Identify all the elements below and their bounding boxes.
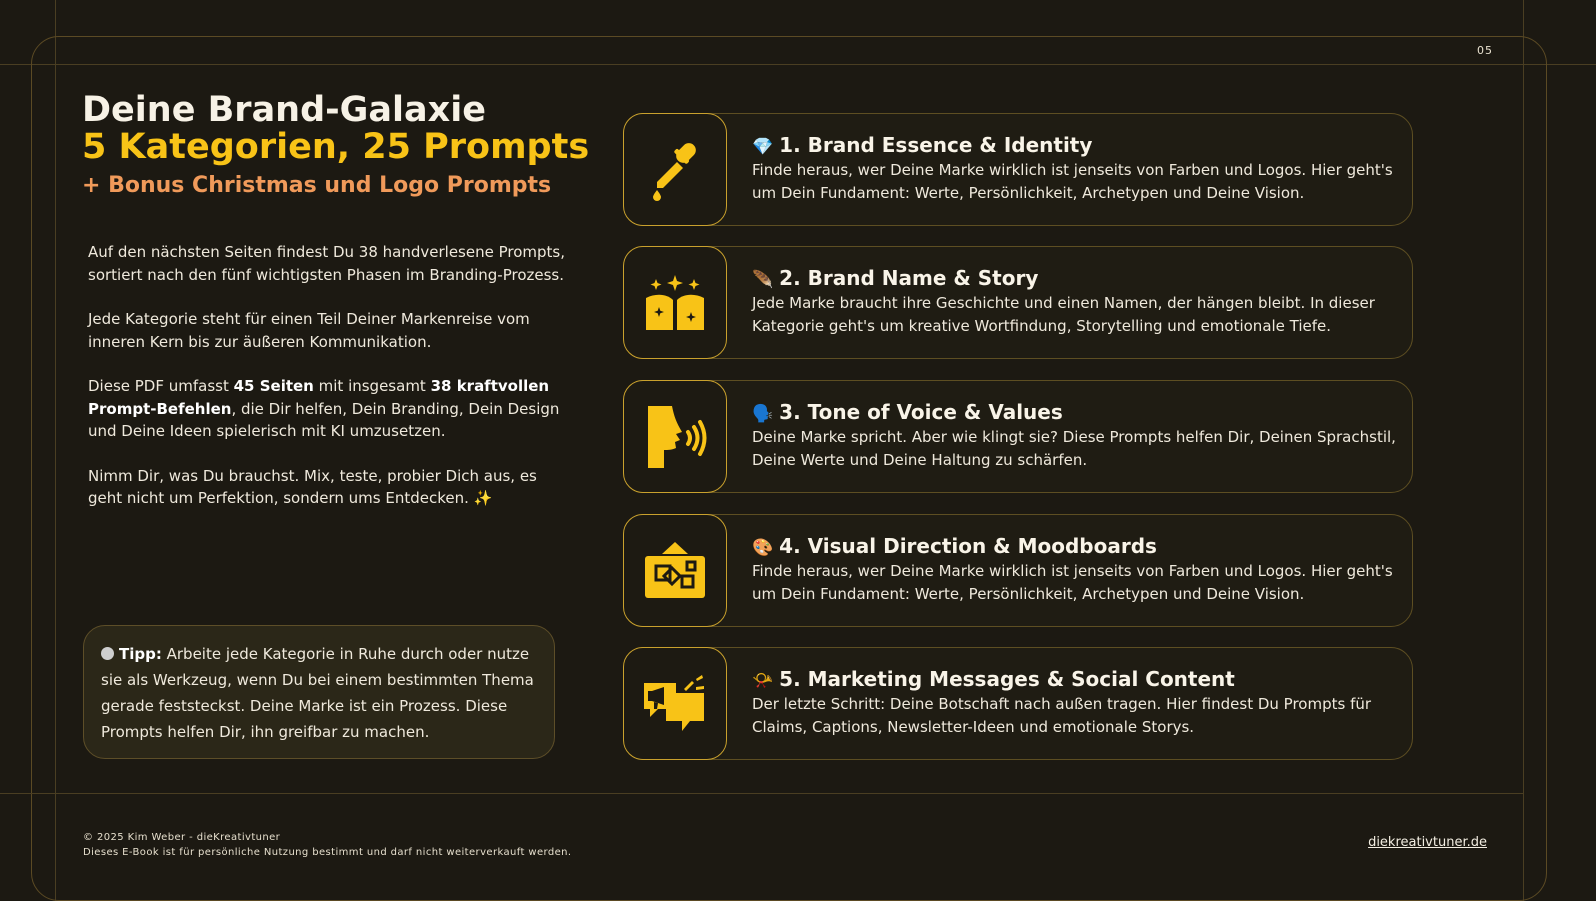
intro-paragraph: Auf den nächsten Seiten findest Du 38 handverlesene Prompts, sortiert nach den fünf wichtigsten Phasen im Branding-Prozess. [88, 243, 565, 284]
palette-icon: 🎨 [752, 538, 774, 558]
category-card-1 [623, 113, 1413, 226]
category-title: 🪶 2. Brand Name & Story [752, 266, 1039, 290]
category-description: Deine Marke spricht. Aber wie klingt sie? Diese Prompts helfen Dir, Deinen Sprachstil, Deine Werte und Deine Haltung zu schärfen. [752, 428, 1396, 469]
category-card-3 [623, 380, 1413, 493]
footer-copyright [83, 831, 571, 860]
tip-text: Arbeite jede Kategorie in Ruhe durch oder nutze sie als Werkzeug, wenn Du bei einem bestimmten Thema gerade feststeckst. Deine Marke ist ein Prozess. Diese Prompts helfen Dir, ihn greifbar zu machen. [101, 645, 534, 741]
intro-paragraph: Nimm Dir, was Du brauchst. Mix, teste, probier Dich aus, es geht nicht um Perfektion, sondern ums Entdecken. ✨ [88, 466, 537, 507]
category-description: Finde heraus, wer Deine Marke wirklich ist jenseits von Farben und Logos. Hier geht's um Dein Fundament: Werte, Persönlichkeit, Archetypen und Deine Vision. [752, 161, 1393, 202]
page-title: Deine Brand-Galaxie [82, 90, 486, 130]
intro-paragraph: Diese PDF umfasst 45 Seiten mit insgesamt 38 kraftvollen Prompt-Befehlen, die Dir helfen, Dein Branding, Dein Design und Deine Ideen spielerisch mit KI umzusetzen. [88, 377, 560, 440]
intro-text [88, 241, 573, 532]
category-title: 💎 1. Brand Essence & Identity [752, 133, 1093, 157]
category-title: 📯 5. Marketing Messages & Social Content [752, 667, 1235, 691]
category-description: Finde heraus, wer Deine Marke wirklich ist jenseits von Farben und Logos. Hier geht's um Dein Fundament: Werte, Persönlichkeit, Archetypen und Deine Vision. [752, 562, 1393, 603]
category-description: Jede Marke braucht ihre Geschichte und einen Namen, der hängen bleibt. In dieser Kategorie geht's um kreative Wortfindung, Storytelling und emotionale Tiefe. [752, 294, 1375, 335]
intro-paragraph: Jede Kategorie steht für einen Teil Deiner Markenreise vom inneren Kern bis zur äußeren Kommunikation. [88, 310, 530, 351]
horn-icon: 📯 [752, 671, 774, 691]
category-card-2 [623, 246, 1413, 359]
website-link[interactable]: diekreativtuner.de [1368, 835, 1487, 850]
sparkles-icon: ✨ [473, 489, 493, 507]
dropper-icon [623, 113, 727, 226]
tip-icon [101, 647, 114, 660]
speaking-head-icon [623, 380, 727, 493]
gem-icon: 💎 [752, 137, 774, 157]
category-title: 🎨 4. Visual Direction & Moodboards [752, 534, 1157, 558]
category-card-5 [623, 647, 1413, 760]
book-sparkles-icon [623, 246, 727, 359]
page-number: 05 [1477, 44, 1493, 57]
megaphone-chat-icon [623, 647, 727, 760]
speaking-head-emoji: 🗣️ [752, 404, 774, 424]
tip-label: Tipp: [119, 645, 162, 663]
usage-notice: Dieses E-Book ist für persönliche Nutzung bestimmt und darf nicht weiterverkauft werden. [83, 846, 572, 858]
feather-icon: 🪶 [752, 270, 774, 290]
category-title: 🗣️ 3. Tone of Voice & Values [752, 400, 1063, 424]
tip-box [83, 625, 555, 759]
bonus-subtitle: + Bonus Christmas und Logo Prompts [82, 173, 552, 198]
category-description: Der letzte Schritt: Deine Botschaft nach außen tragen. Hier findest Du Prompts für Claims, Captions, Newsletter-Ideen und emotionale Storys. [752, 695, 1372, 736]
moodboard-icon [623, 514, 727, 627]
footer-divider [0, 793, 1523, 794]
copyright-text: © 2025 Kim Weber - dieKreativtuner [83, 832, 281, 843]
category-card-4 [623, 514, 1413, 627]
page-subtitle: 5 Kategorien, 25 Prompts [82, 127, 590, 167]
